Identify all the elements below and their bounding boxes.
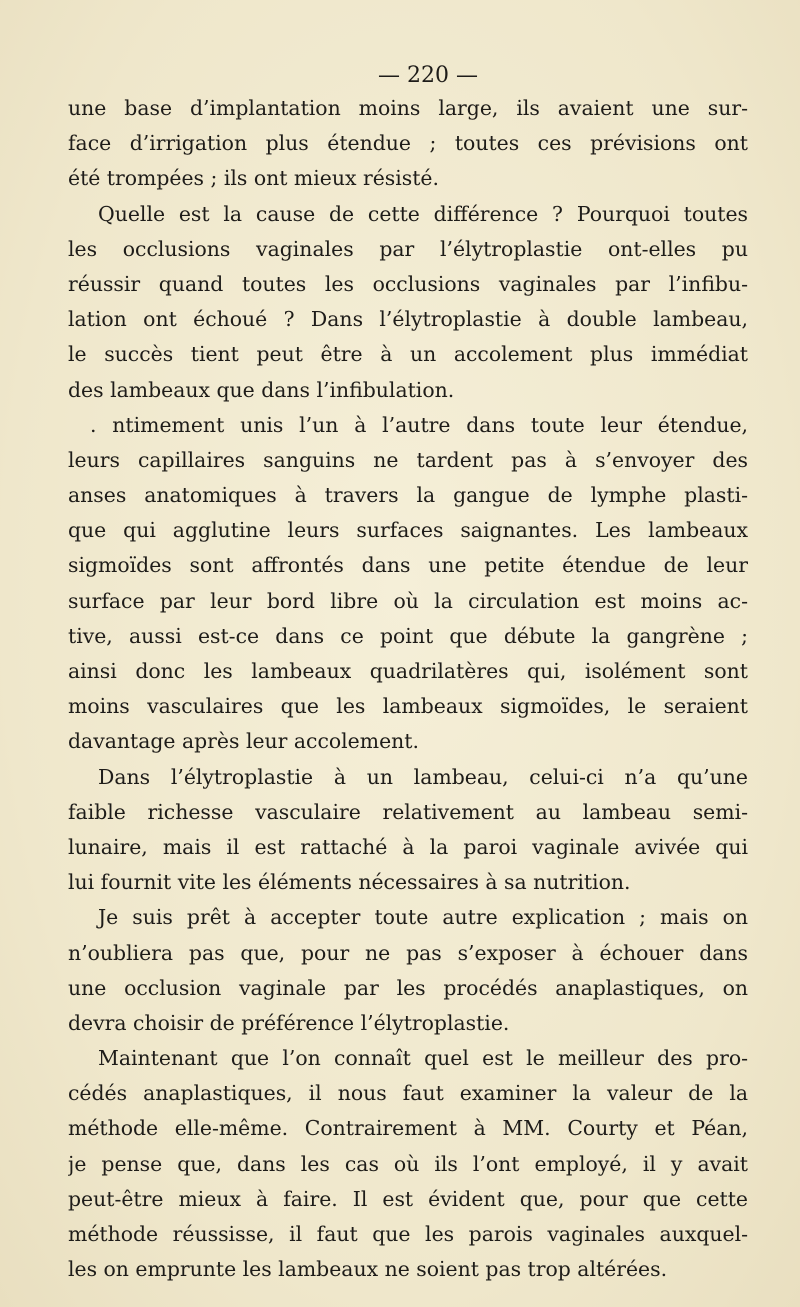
body-text [68, 91, 748, 1287]
text-line: une base d’implantation moins large, ils avaient une sur- [68, 96, 748, 120]
text-line: cédés anaplastiques, il nous faut examiner la valeur de la [68, 1081, 748, 1106]
text-line: . ntimement unis l’un à l’autre dans toute leur étendue, [90, 412, 748, 437]
text-line: les on emprunte les lambeaux ne soient pas trop altérées. [68, 1257, 668, 1282]
text-line: méthode réussisse, il faut que les parois vaginales auxquel- [68, 1222, 748, 1246]
text-line: ainsi donc les lambeaux quadrilatères qui, isolément sont [68, 659, 748, 683]
text-line: surface par leur bord libre où la circulation est moins ac- [68, 588, 748, 613]
text-line: leurs capillaires sanguins ne tardent pas à s’envoyer des [68, 447, 748, 472]
text-line: je pense que, dans les cas où ils l’ont employé, il y avait [68, 1151, 748, 1176]
text-line: le succès tient peut être à un accolement plus immédiat [68, 342, 748, 367]
text-line: les occlusions vaginales par l’élytroplastie ont-elles pu [68, 236, 748, 261]
text-line: tive, aussi est-ce dans ce point que débute la gangrène ; [68, 623, 748, 648]
text-line: lunaire, mais il est rattaché à la paroi vaginale avivée qui [68, 834, 748, 859]
text-line: face d’irrigation plus étendue ; toutes ces prévisions ont [68, 131, 748, 156]
text-line: davantage après leur accolement. [68, 729, 419, 754]
text-line: moins vasculaires que les lambeaux sigmoïdes, le seraient [68, 694, 748, 719]
text-line: lation ont échoué ? Dans l’élytroplastie à double lambeau, [68, 307, 748, 332]
text-line: Maintenant que l’on connaît quel est le meilleur des pro- [98, 1046, 748, 1071]
text-line: anses anatomiques à travers la gangue de lymphe plasti- [68, 483, 748, 508]
text-line: des lambeaux que dans l’infibulation. [68, 377, 455, 402]
text-line: devra choisir de préférence l’élytroplastie. [68, 1010, 510, 1035]
text-line: réussir quand toutes les occlusions vaginales par l’infibu- [68, 271, 748, 296]
text-line: sigmoïdes sont affrontés dans une petite étendue de leur [68, 553, 748, 578]
text-line: lui fournit vite les éléments nécessaires à sa nutrition. [68, 870, 631, 895]
text-line: une occlusion vaginale par les procédés anaplastiques, on [68, 975, 748, 1000]
text-line: n’oubliera pas que, pour ne pas s’exposer à échouer dans [68, 940, 748, 965]
text-line: Dans l’élytroplastie à un lambeau, celui-ci n’a qu’une [98, 764, 748, 789]
text-line: peut-être mieux à faire. Il est évident que, pour que cette [68, 1186, 748, 1211]
text-line: Quelle est la cause de cette différence ? Pourquoi toutes [98, 201, 748, 226]
text-line: que qui agglutine leurs surfaces saignantes. Les lambeaux [68, 518, 748, 543]
text-line: été trompées ; ils ont mieux résisté. [68, 166, 439, 191]
text-line: méthode elle-même. Contrairement à MM. Courty et Péan, [68, 1116, 748, 1141]
text-line: faible richesse vasculaire relativement au lambeau semi- [68, 799, 748, 824]
text-line: Je suis prêt à accepter toute autre explication ; mais on [98, 905, 748, 930]
page-number: — 220 — [378, 63, 478, 88]
